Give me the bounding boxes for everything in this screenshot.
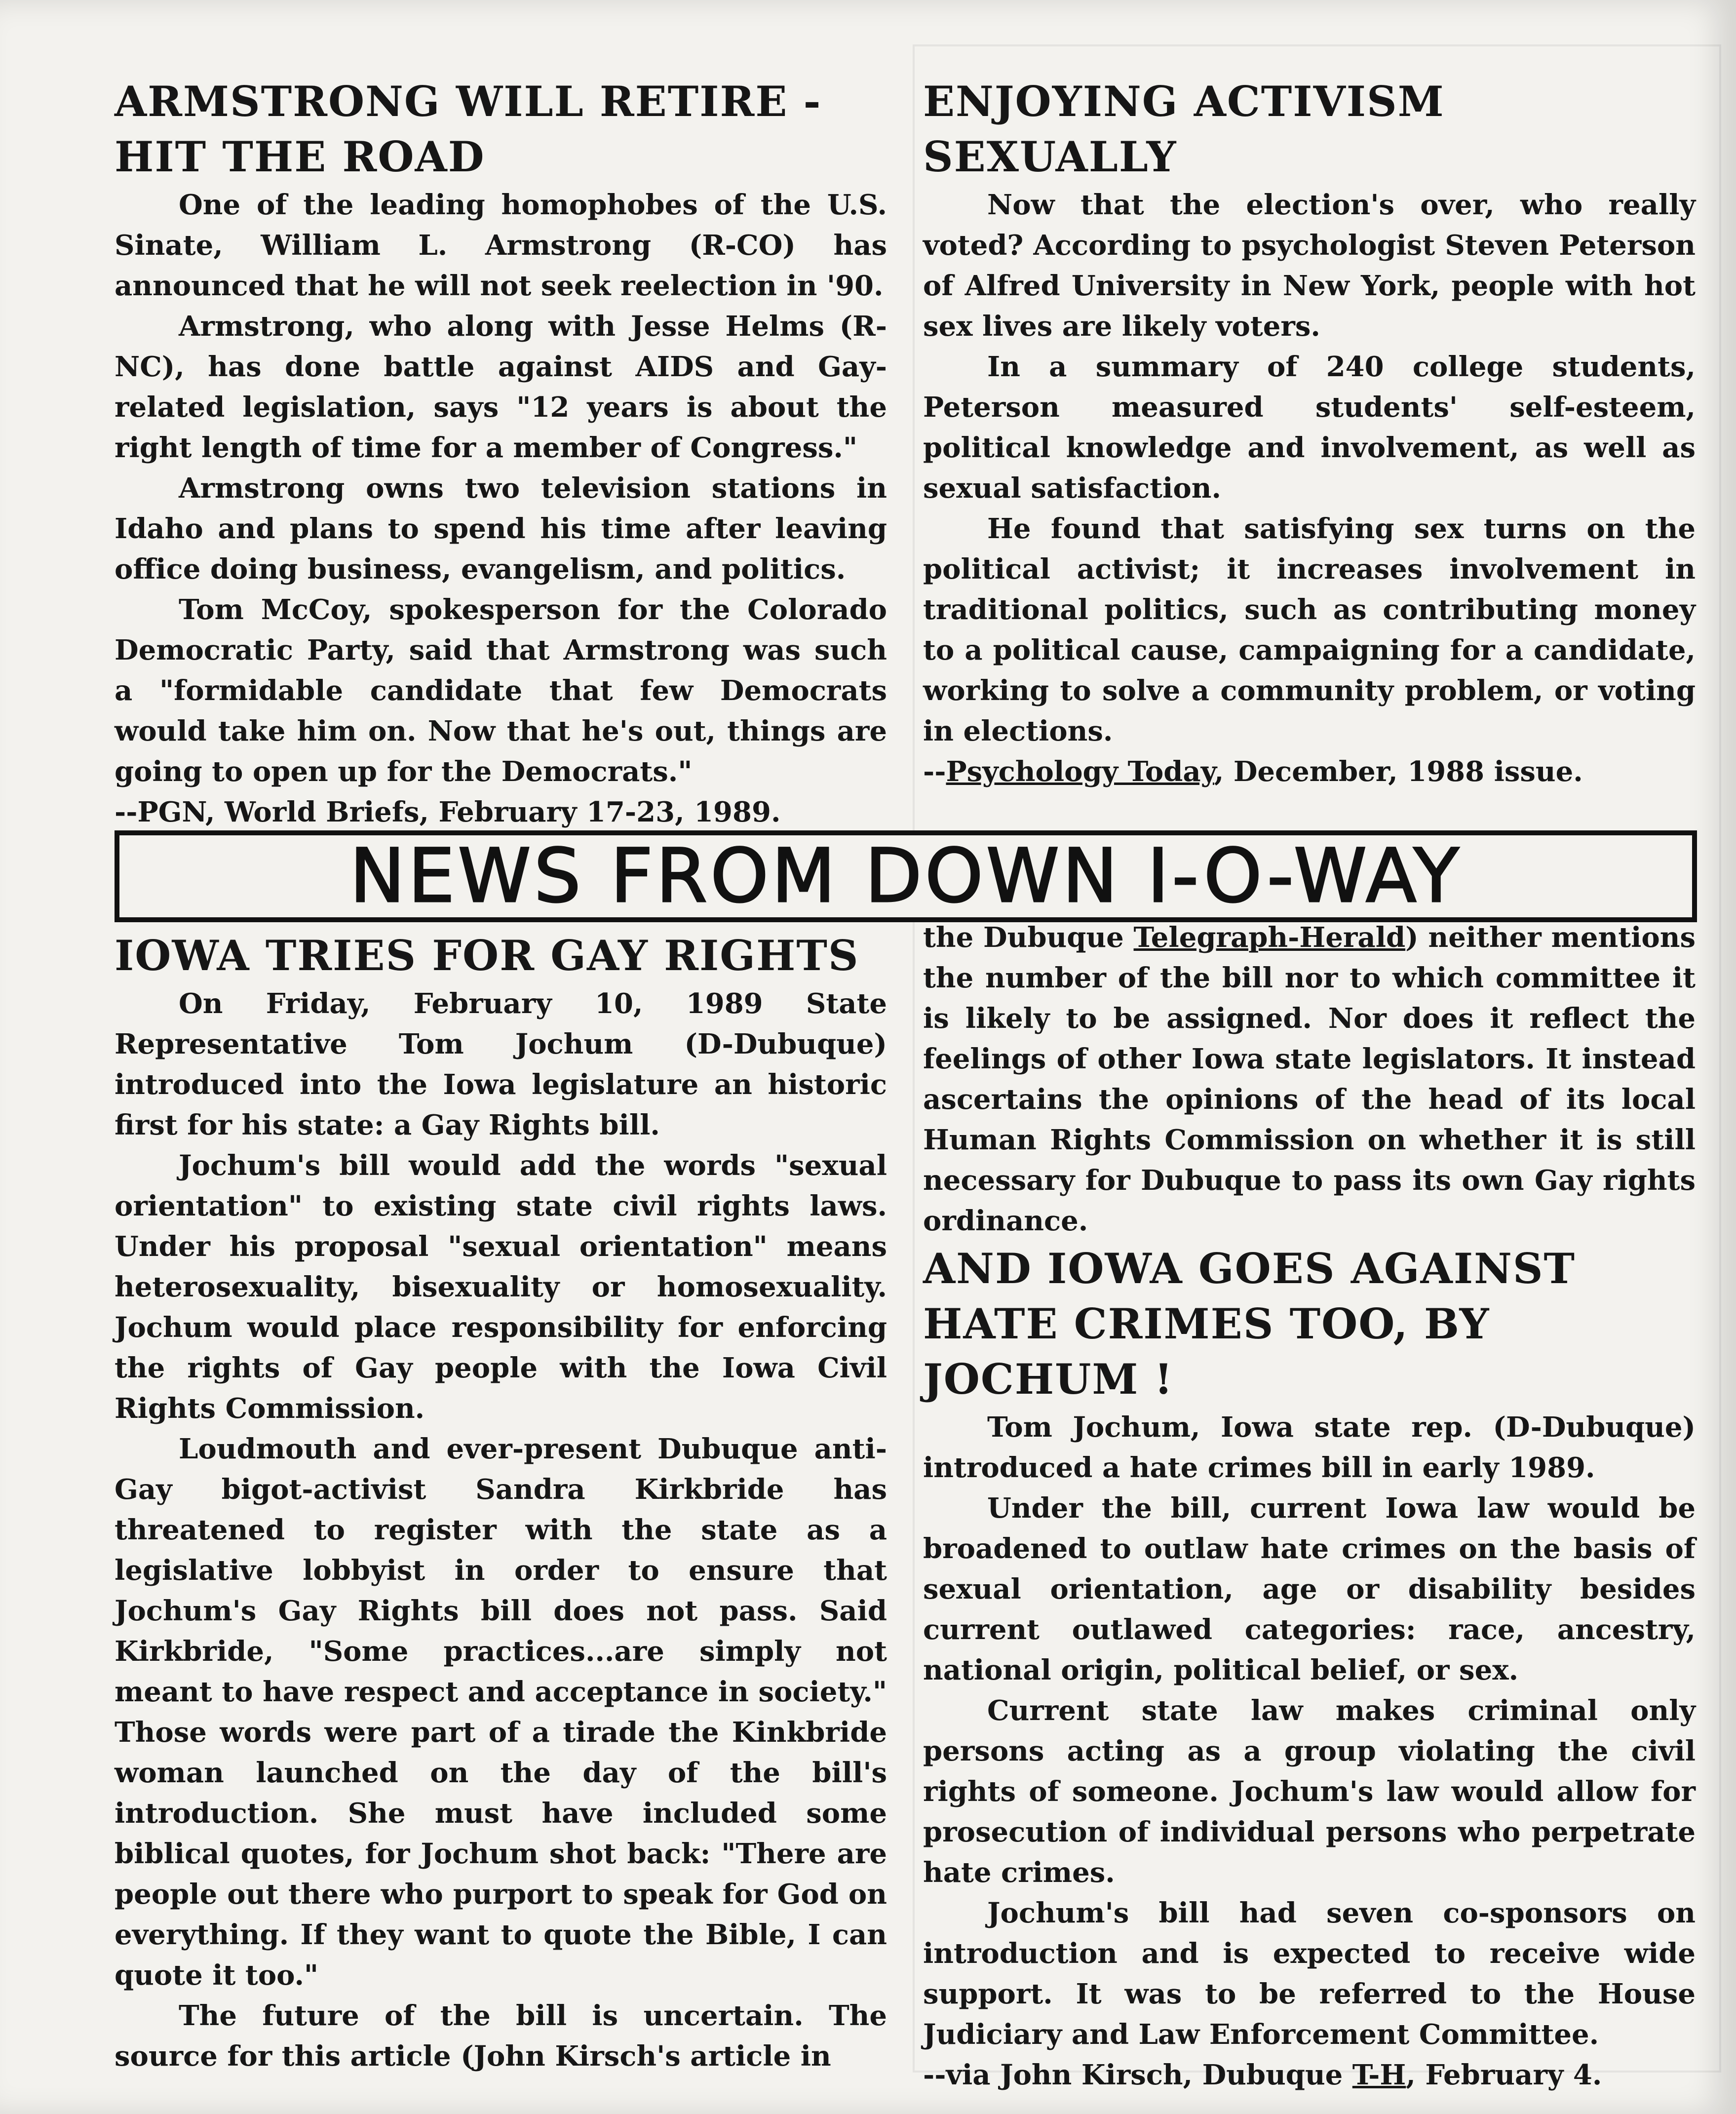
iowa-continuation-publication: Telegraph-Herald — [1133, 921, 1406, 954]
article-hate-crimes — [923, 917, 1696, 2095]
activism-source — [923, 751, 1696, 792]
iowa-continuation-pre: the Dubuque — [923, 921, 1134, 954]
activism-source-date: , December, 1988 issue. — [1214, 755, 1583, 788]
armstrong-headline-line1: ARMSTRONG WILL RETIRE - — [115, 77, 822, 126]
hate-crimes-paragraph-1: Tom Jochum, Iowa state rep. (D-Dubuque) introduced a hate crimes bill in early 1989. — [923, 1411, 1696, 1484]
activism-source-prefix: -- — [923, 755, 946, 788]
hate-crimes-paragraph-3: Current state law makes criminal only persons acting as a group violating the civil rights of someone. Jochum's law would allow for prosecution of individual persons who perpetrate hate crimes. — [923, 1694, 1696, 1889]
iowa-continuation — [923, 917, 1696, 1241]
armstrong-paragraph-1: One of the leading homophobes of the U.S. Sinate, William L. Armstrong (R-CO) has announced that he will not seek reelection in '90. — [115, 189, 887, 302]
activism-headline: ENJOYING ACTIVISM SEXUALLY — [923, 77, 1445, 181]
armstrong-paragraph-2: Armstrong, who along with Jesse Helms (R-NC), has done battle against AIDS and Gay-related legislation, says "12 years is about the right length of time for a member of Congress." — [115, 310, 887, 464]
hate-crimes-source-prefix: --via John Kirsch, Dubuque — [923, 2059, 1352, 2091]
iowa-paragraph-2: Jochum's bill would add the words "sexual orientation" to existing state civil rights laws. Under his proposal "sexual orientation" means heterosexuality, bisexuality or homosexuality. Jochum would place responsibility for enforcing the rights of Gay people with the Iowa Civil Rights Commission. — [115, 1149, 887, 1425]
hate-crimes-paragraph-2: Under the bill, current Iowa law would be broadened to outlaw hate crimes on the basis of sexual orientation, age or disability besides current outlawed categories: race, ancestry, national origin, political belief, or sex. — [923, 1492, 1696, 1686]
hate-crimes-headline-line1: AND IOWA GOES AGAINST — [923, 1244, 1576, 1293]
activism-paragraph-3: He found that satisfying sex turns on the political activist; it increases involvement in traditional politics, such as contributing money to a political cause, campaigning for a candidate, working to solve a community problem, or voting in elections. — [923, 512, 1696, 747]
article-activism — [923, 74, 1696, 792]
iowa-headline: IOWA TRIES FOR GAY RIGHTS — [115, 931, 859, 980]
hate-crimes-source — [923, 2055, 1696, 2095]
iowa-paragraph-4: The future of the bill is uncertain. The source for this article (John Kirsch's article in — [115, 1999, 887, 2073]
section-banner — [115, 830, 1697, 922]
iowa-continuation-post: ) neither mentions the number of the bill nor to which committee it is likely to be assigned. Nor does it reflect the feelings of other Iowa state legislators. It instead ascertains the opinions of the head of its local Human Rights Commission on whether it is still necessary for Dubuque to pass its own Gay rights ordinance. — [923, 921, 1696, 1237]
iowa-paragraph-1: On Friday, February 10, 1989 State Representative Tom Jochum (D-Dubuque) introduced into the Iowa legislature an historic first for his state: a Gay Rights bill. — [115, 987, 887, 1141]
hate-crimes-paragraph-4: Jochum's bill had seven co-sponsors on introduction and is expected to receive wide support. It was to be referred to the House Judiciary and Law Enforcement Committee. — [923, 1897, 1696, 2051]
iowa-paragraph-3: Loudmouth and ever-present Dubuque anti-Gay bigot-activist Sandra Kirkbride has threatened to register with the state as a legislative lobbyist in order to ensure that Jochum's Gay Rights bill does not pass. Said Kirkbride, "Some practices...are simply not meant to have respect and acceptance in society." Those words were part of a tirade the Kinkbride woman launched on the day of the bill's introduction. She must have included some biblical quotes, for Jochum shot back: "There are people out there who purport to speak for God on everything. If they want to quote the Bible, I can quote it too." — [115, 1433, 887, 1992]
armstrong-paragraph-3: Armstrong owns two television stations in Idaho and plans to spend his time after leaving office doing business, evangelism, and politics. — [115, 472, 887, 586]
armstrong-paragraph-4: Tom McCoy, spokesperson for the Colorado Democratic Party, said that Armstrong was such a "formidable candidate that few Democrats would take him on. Now that he's out, things are going to open up for the Democrats." — [115, 593, 887, 788]
article-armstrong — [115, 74, 887, 832]
activism-paragraph-2: In a summary of 240 college students, Peterson measured students' self-esteem, political knowledge and involvement, as well as sexual satisfaction. — [923, 351, 1696, 505]
hate-crimes-source-date: , February 4. — [1406, 2059, 1602, 2091]
activism-paragraph-1: Now that the election's over, who really voted? According to psychologist Steven Peterson of Alfred University in New York, people with hot sex lives are likely voters. — [923, 189, 1696, 343]
hate-crimes-source-publication: T-H — [1352, 2059, 1406, 2091]
armstrong-source: --PGN, World Briefs, February 17-23, 1989. — [115, 796, 781, 828]
armstrong-headline-line2: HIT THE ROAD — [115, 132, 485, 181]
section-banner-text: NEWS FROM DOWN I-O-WAY — [349, 833, 1462, 919]
activism-source-publication: Psychology Today — [946, 755, 1214, 788]
hate-crimes-headline-line2: HATE CRIMES TOO, BY JOCHUM ! — [923, 1299, 1490, 1404]
article-iowa-gay-rights — [115, 928, 887, 2076]
